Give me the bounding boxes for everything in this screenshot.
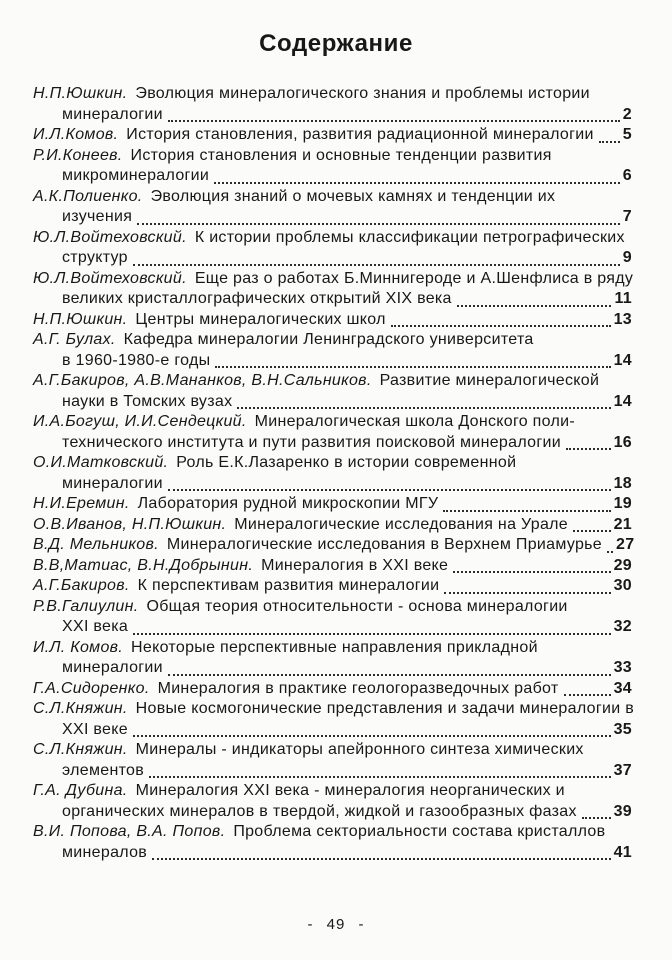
toc-entry-line — [33, 597, 632, 618]
toc-entry — [33, 84, 632, 125]
toc-entry-line — [33, 617, 632, 638]
toc-entry — [33, 453, 632, 494]
toc-entry-author: А.К.Полиенко. — [33, 187, 143, 205]
toc-entry-author: А.Г. Булах. — [33, 331, 116, 348]
toc-entry — [33, 187, 632, 228]
toc-entry-page: 37 — [613, 761, 632, 779]
dot-leader — [582, 802, 611, 820]
toc-entry-page: 30 — [613, 577, 632, 594]
toc-entry — [33, 679, 632, 700]
toc-entry-page: 18 — [613, 474, 632, 492]
toc-entry-author: Н.П.Юшкин. — [33, 310, 128, 328]
toc-entry-title: органических минералов в твердой, жидкой и газообразных фазах — [62, 802, 577, 820]
dot-leader — [152, 843, 611, 861]
dot-leader — [214, 166, 620, 184]
toc-entry-line — [33, 166, 632, 187]
toc-entry-author: О.В.Иванов, Н.П.Юшкин. — [33, 515, 227, 533]
toc-entry-line — [33, 351, 632, 372]
toc-entry-title: минералогии — [62, 105, 163, 123]
toc-entry-line — [33, 207, 632, 228]
toc-entry-author: В.В,Матиас, В.Н.Добрынин. — [33, 556, 254, 574]
dot-leader — [137, 207, 620, 225]
toc-entry-line — [33, 289, 632, 310]
toc-entry — [33, 412, 632, 453]
toc-entry-page: 14 — [613, 351, 632, 369]
dot-leader — [149, 761, 611, 779]
toc-entry-title: Некоторые перспективные направления прикладной — [131, 638, 538, 656]
toc-entry-title: Развитие минералогической — [379, 372, 600, 389]
toc-entry-author: И.А.Богуш, И.И.Сендецкий. — [33, 413, 247, 430]
dot-leader — [168, 105, 620, 123]
toc-entry-line — [33, 433, 632, 454]
dot-leader — [168, 658, 611, 676]
toc-entry-title: К перспективам развития минералогии — [137, 577, 440, 594]
toc-entry-title: великих кристаллографических открытий XIX века — [62, 290, 452, 307]
dot-leader — [168, 474, 611, 492]
toc-entry — [33, 740, 632, 781]
toc-entry-title: История становления и основные тенденции развития — [130, 146, 552, 164]
toc-list — [33, 84, 635, 863]
toc-entry-title: XXI веке — [62, 720, 128, 738]
toc-entry-page: 39 — [613, 802, 632, 820]
toc-entry — [33, 310, 632, 331]
toc-entry-page: 21 — [613, 515, 632, 533]
toc-entry — [33, 597, 632, 638]
toc-entry-line — [33, 412, 632, 433]
toc-entry-title: Минералогические исследования на Урале — [234, 515, 568, 533]
toc-entry-page: 7 — [622, 208, 632, 225]
toc-entry-title: изучения — [62, 208, 133, 225]
toc-entry — [33, 371, 632, 412]
toc-entry-line — [33, 843, 632, 864]
toc-entry-line — [33, 761, 632, 782]
dot-leader — [564, 679, 611, 697]
toc-entry-author: В.И. Попова, В.А. Попов. — [33, 823, 226, 840]
toc-entry-line — [33, 474, 632, 495]
dot-leader — [457, 289, 612, 307]
toc-entry-line — [33, 720, 632, 741]
toc-entry-title: Минералогия в практике геологоразведочных работ — [157, 679, 559, 697]
dot-leader — [566, 433, 611, 451]
toc-entry-title: структур — [62, 249, 128, 266]
toc-entry-line — [33, 228, 632, 249]
toc-entry-author: С.Л.Княжин. — [33, 741, 128, 758]
toc-entry-title: Минералогия XXI века - минералогия неорганических и — [135, 782, 565, 799]
toc-entry-line — [33, 269, 632, 290]
toc-entry-page: 41 — [613, 843, 632, 861]
dot-leader — [133, 248, 620, 266]
toc-entry — [33, 535, 635, 556]
toc-entry — [33, 576, 632, 597]
toc-entry-title: Новые космогонические представления и задачи минералогии в — [135, 700, 635, 717]
toc-entry-page: 6 — [622, 167, 632, 184]
toc-entry-author: Н.П.Юшкин. — [33, 85, 128, 102]
dot-leader — [599, 125, 620, 143]
toc-entry-title: Эволюция минералогического знания и проблемы истории — [135, 85, 590, 102]
toc-entry — [33, 125, 632, 146]
toc-entry — [33, 269, 632, 310]
toc-entry-line — [33, 822, 632, 843]
toc-entry-author: Ю.Л.Войтеховский. — [33, 228, 187, 246]
toc-entry-title: Минералогия в XXI веке — [261, 556, 449, 574]
toc-entry-line — [33, 679, 632, 700]
toc-entry — [33, 781, 632, 822]
toc-entry-line — [33, 494, 632, 515]
toc-entry-title: Кафедра минералогии Ленинградского университета — [123, 331, 534, 348]
toc-entry-page: 5 — [622, 126, 632, 143]
toc-entry-line — [33, 310, 632, 331]
toc-entry-line — [33, 658, 632, 679]
page-number-footer: - 49 - — [307, 916, 365, 933]
toc-entry-line — [33, 535, 635, 556]
dot-leader — [573, 515, 611, 533]
toc-entry-line — [33, 146, 632, 167]
toc-entry-line — [33, 84, 632, 105]
toc-entry-title: История становления, развития радиационной минералогии — [126, 126, 594, 143]
toc-entry-line — [33, 125, 632, 146]
dot-leader — [133, 617, 610, 635]
toc-entry — [33, 515, 632, 536]
toc-entry-page: 35 — [613, 720, 632, 738]
toc-entry — [33, 146, 632, 187]
dot-leader — [607, 535, 613, 553]
toc-entry-title: Общая теория относительности - основа минералогии — [146, 597, 568, 615]
page-title: Содержание — [259, 30, 413, 57]
toc-entry-title: Лаборатория рудной микроскопии МГУ — [137, 495, 439, 512]
toc-entry-title: минералов — [62, 843, 148, 861]
toc-entry-line — [33, 105, 632, 126]
toc-entry-page: 13 — [613, 310, 632, 328]
toc-entry-author: Г.А. Дубина. — [33, 782, 128, 799]
toc-entry-author: А.Г.Бакиров. — [33, 577, 130, 594]
toc-entry-page: 27 — [616, 536, 635, 553]
dot-leader — [215, 351, 610, 369]
dot-leader — [453, 556, 610, 574]
toc-entry-author: В.Д. Мельников. — [33, 536, 159, 553]
toc-entry-line — [33, 638, 632, 659]
toc-entry-line — [33, 781, 632, 802]
toc-entry-line — [33, 371, 632, 392]
toc-entry-page: 14 — [613, 392, 632, 410]
toc-entry-title: Центры минералогических школ — [135, 310, 386, 328]
toc-entry — [33, 494, 632, 515]
toc-entry-title: Минералы - индикаторы апейронного синтеза химических — [135, 741, 584, 758]
toc-entry — [33, 556, 632, 577]
toc-entry — [33, 699, 635, 740]
toc-entry-title: XXI века — [62, 618, 129, 635]
toc-entry-title: минералогии — [62, 659, 163, 676]
toc-entry-author: И.Л.Комов. — [33, 126, 119, 143]
dot-leader — [443, 494, 610, 512]
toc-entry-title: минералогии — [62, 474, 163, 492]
toc-entry-author: О.И.Матковский. — [33, 454, 169, 471]
toc-entry-page: 16 — [613, 433, 632, 451]
toc-entry-title: в 1960-1980-е годы — [62, 351, 211, 369]
toc-entry-page: 19 — [613, 495, 632, 512]
dot-leader — [444, 576, 610, 594]
toc-entry-author: Ю.Л.Войтеховский. — [33, 269, 187, 287]
toc-entry-title: элементов — [62, 761, 145, 779]
toc-entry-page: 33 — [613, 659, 632, 676]
toc-entry — [33, 638, 632, 679]
toc-entry-line — [33, 699, 635, 720]
toc-entry-page: 32 — [613, 618, 632, 635]
toc-entry-line — [33, 556, 632, 577]
toc-entry-line — [33, 515, 632, 536]
toc-entry-line — [33, 187, 632, 208]
dot-leader — [133, 720, 611, 738]
toc-entry — [33, 330, 632, 371]
toc-entry — [33, 228, 632, 269]
toc-entry-line — [33, 453, 632, 474]
toc-entry-page: 29 — [613, 556, 632, 574]
toc-entry-title: Еще раз о работах Б.Миннигероде и А.Шенфлиса в ряду — [194, 269, 634, 287]
dot-leader — [391, 310, 611, 328]
dot-leader — [237, 392, 610, 410]
toc-entry-line — [33, 802, 632, 823]
toc-entry-line — [33, 576, 632, 597]
toc-entry-author: Н.И.Еремин. — [33, 495, 130, 512]
toc-entry-line — [33, 392, 632, 413]
toc-entry-page: 2 — [622, 105, 632, 123]
toc-entry-author: С.Л.Княжин. — [33, 700, 128, 717]
toc-entry-title: Роль Е.К.Лазаренко в истории современной — [176, 454, 517, 471]
toc-entry-author: А.Г.Бакиров, А.В.Мананков, В.Н.Сальников. — [33, 372, 372, 389]
toc-entry — [33, 822, 632, 863]
toc-entry-author: Р.И.Конеев. — [33, 146, 123, 164]
toc-entry-line — [33, 248, 632, 269]
toc-entry-title: микроминералогии — [62, 167, 210, 184]
toc-entry-title: Эволюция знаний о мочевых камнях и тенденции их — [150, 187, 556, 205]
toc-entry-line — [33, 330, 632, 351]
toc-entry-title: науки в Томских вузах — [62, 392, 233, 410]
toc-entry-page: 11 — [614, 290, 632, 307]
toc-entry-page: 9 — [622, 249, 632, 266]
toc-entry-title: Минералогические исследования в Верхнем Приамурье — [166, 536, 602, 553]
toc-entry-author: Р.В.Галиулин. — [33, 597, 139, 615]
toc-entry-author: Г.А.Сидоренко. — [33, 679, 150, 697]
toc-entry-title: Минералогическая школа Донского поли- — [254, 413, 575, 430]
toc-entry-title: Проблема секториальности состава кристаллов — [233, 823, 606, 840]
toc-entry-author: И.Л. Комов. — [33, 638, 124, 656]
toc-entry-line — [33, 740, 632, 761]
toc-entry-title: К истории проблемы классификации петрографических — [194, 228, 625, 246]
toc-entry-title: технического института и пути развития поисковой минералогии — [62, 433, 561, 451]
toc-entry-page: 34 — [613, 679, 632, 697]
